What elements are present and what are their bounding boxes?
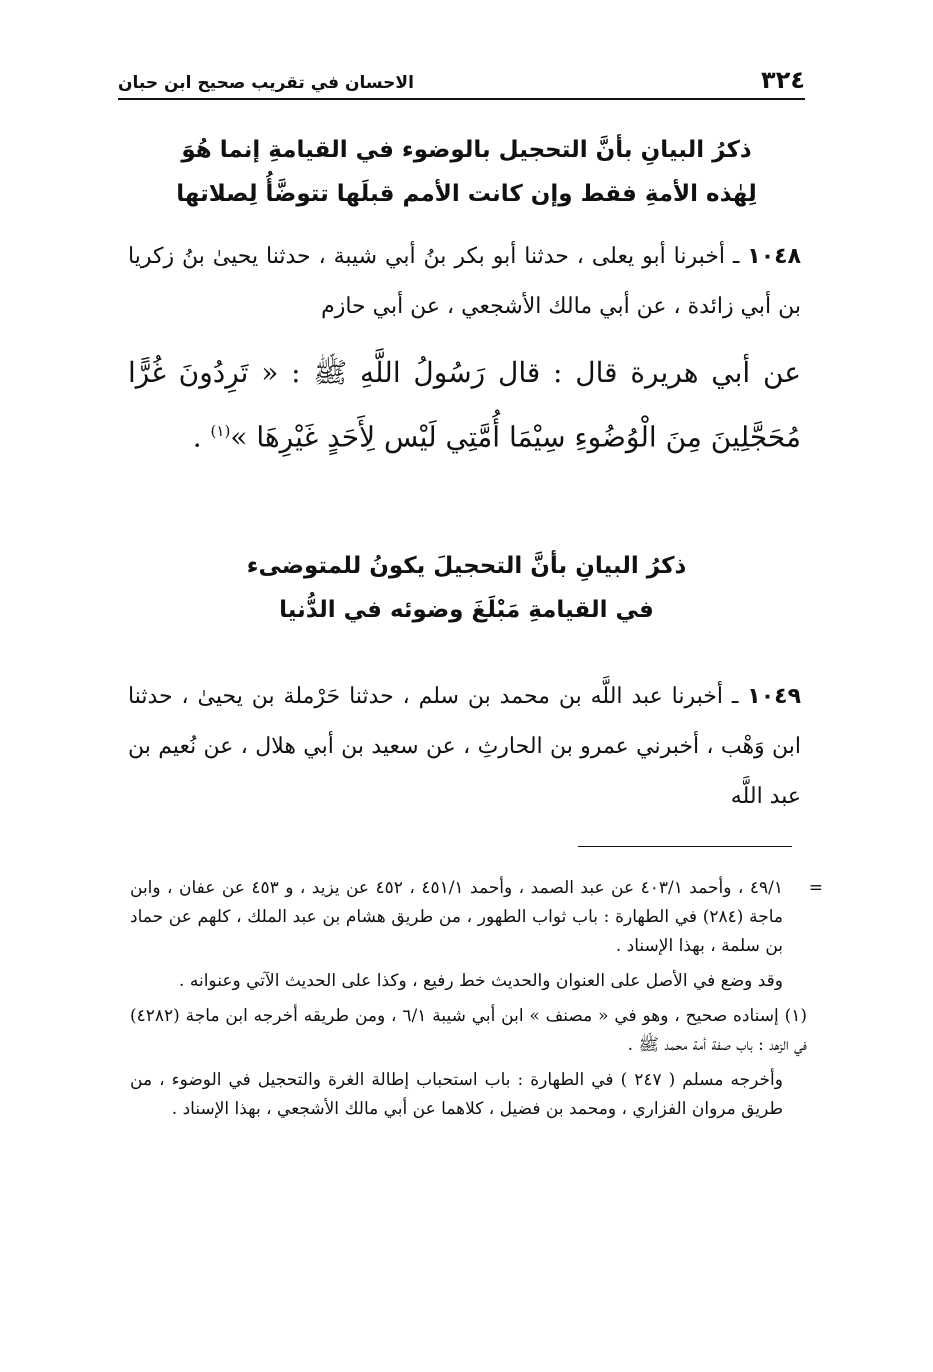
footnote-1: (١) إسناده صحيح ، وهو في « مصنف » ابن أبي شيبة ٦/١ ، ومن طريقه أخرجه ابن ماجة (٤٢٨٢) في الزهد : باب صفة أمة محمد ﷺ .: [130, 1006, 807, 1055]
hadith-isnad-text: ـ أخبرنا عبد اللَّه بن محمد بن سلم ، حدثنا حَرْملة بن يحيىٰ ، حدثنا ابن وَهْب ، أخبرني عمرو بن الحارثِ ، عن سعيد بن أبي هلال ، عن نُعيم بن عبد اللَّه: [128, 684, 801, 809]
footnotes: [130, 874, 807, 1130]
section-heading-2-line-1: ذكرُ البيانِ بأنَّ التحجيلَ يكونُ للمتوضىء: [246, 553, 687, 579]
section-heading-1: [150, 128, 783, 216]
footnote-separator: [578, 846, 792, 847]
footnote-1-continued: وأخرجه مسلم ( ٢٤٧ ) في الطهارة : باب استحباب إطالة الغرة والتحجيل في الوضوء ، من طريق مروان الفزاري ، ومحمد بن فضيل ، كلاهما عن أبي مالك الأشجعي ، بهذا الإسناد .: [130, 1070, 783, 1119]
section-heading-1-line-1: ذكرُ البيانِ بأنَّ التحجيل بالوضوء في القيامةِ إنما هُوَ: [181, 137, 752, 163]
running-title: الاحسان في تقريب صحيح ابن حبان: [118, 73, 414, 93]
hadith-number: ١٠٤٩: [747, 684, 801, 709]
hadith-1048-matn: [128, 344, 801, 466]
footnote-continuation-mark: =: [808, 878, 823, 898]
page-header: [118, 58, 805, 100]
footnote-ref: (١): [210, 422, 231, 440]
hadith-end-mark: .: [192, 420, 202, 454]
section-heading-1-line-2: لِهٰذه الأمةِ فقط وإن كانت الأمم قبلَها تتوضَّأُ لِصلاتها: [176, 181, 757, 207]
hadith-1049-isnad: [128, 672, 801, 822]
hadith-isnad-text: ـ أخبرنا أبو يعلى ، حدثنا أبو بكر بنُ أبي شيبة ، حدثنا يحيىٰ بنُ زكريا بن أبي زائدة ، عن أبي مالك الأشجعي ، عن أبي حازم: [128, 244, 801, 319]
hadith-matn-text: عن أبي هريرة قال : قال رَسُولُ اللَّهِ ﷺ : « تَرِدُونَ غُرًّا مُحَجَّلِينَ مِنَ الْوُضُوءِ سِيْمَا أُمَّتِي لَيْس لِأَحَدٍ غَيْرِهَا »: [128, 356, 801, 454]
section-heading-2: [150, 544, 783, 632]
footnote-continuation: ٤٩/١ ، وأحمد ٤٠٣/١ عن عبد الصمد ، وأحمد ٤٥١/١ ، ٤٥٢ عن يزيد ، و ٤٥٣ عن عفان ، وابن ماجة (٢٨٤) في الطهارة : باب ثواب الطهور ، من طريق هشام بن عبد الملك ، كلهم عن حماد بن سلمة ، بهذا الإسناد .: [130, 878, 783, 956]
hadith-1048-isnad: [128, 232, 801, 332]
section-heading-2-line-2: في القيامةِ مَبْلَغَ وضوئه في الدُّنيا: [279, 597, 654, 623]
hadith-number: ١٠٤٨: [747, 244, 801, 269]
footnote-continuation-note: وقد وضع في الأصل على العنوان والحديث خط رفيع ، وكذا على الحديث الآتي وعنوانه .: [179, 971, 783, 991]
page-number: ٣٢٤: [761, 66, 805, 94]
